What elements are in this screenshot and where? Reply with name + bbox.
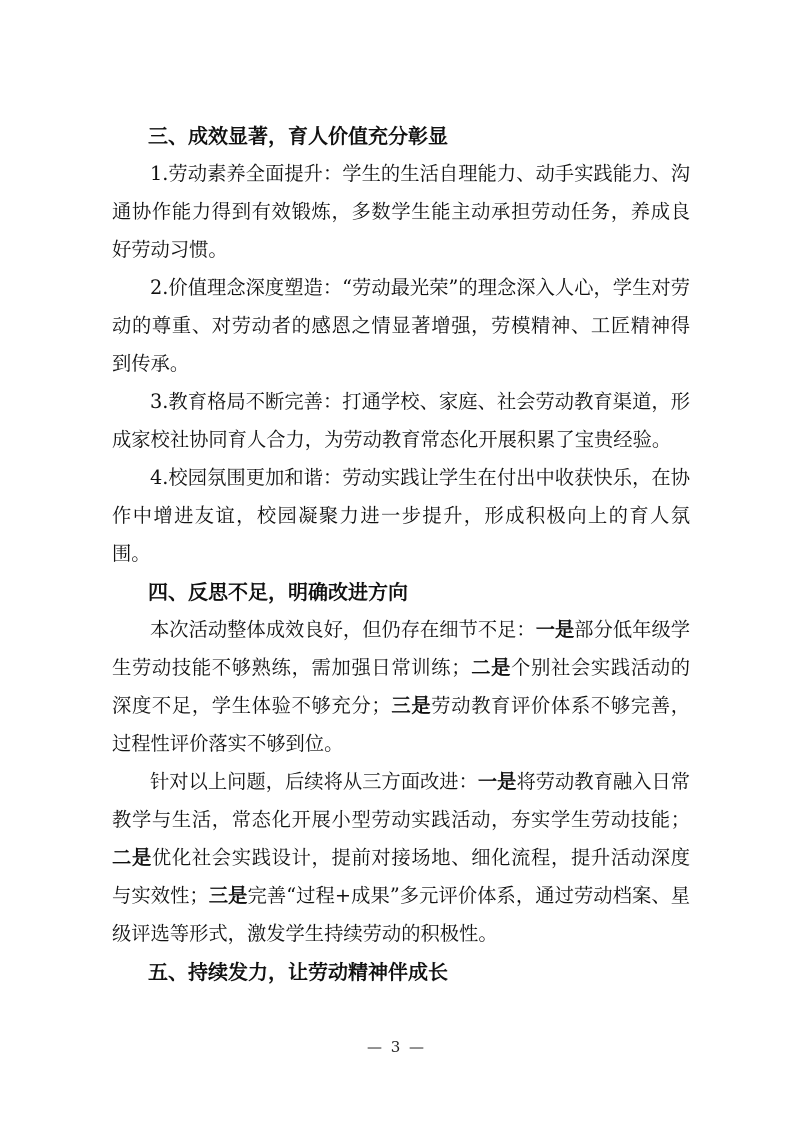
improve-three-text: 完善“过程+成果”多元评价体系，通过劳动档案、星级评选等形式，激发学生持续劳动的积极性。	[112, 884, 691, 945]
improve-two-label: 二是	[112, 846, 152, 869]
improve-two-text: 优化社会实践设计，提前对接场地、细化流程，提升活动深度与实效性；	[112, 846, 691, 907]
improve-one-text: 将劳动教育融入日常教学与生活，常态化开展小型劳动实践活动，夯实学生劳动技能；	[112, 770, 691, 831]
paragraph-3-1: 1.劳动素养全面提升：学生的生活自理能力、动手实践能力、沟通协作能力得到有效锻炼，多数学生能主动承担劳动任务，养成良好劳动习惯。	[112, 162, 690, 261]
point-one-text: 部分低年级学生劳动技能不够熟练，需加强日常训练；	[112, 618, 691, 679]
point-one-label: 一是	[535, 618, 575, 641]
page-number: — 3 —	[366, 1038, 427, 1056]
point-three-label: 三是	[390, 694, 432, 717]
point-two-text: 个别社会实践活动的深度不足，学生体验不够充分；	[112, 656, 691, 717]
paragraph-4-2	[112, 763, 690, 953]
paragraph-3-2: 2.价值理念深度塑造：“劳动最光荣”的理念深入人心，学生对劳动的尊重、对劳动者的感恩之情显著增强，劳模精神、工匠精神得到传承。	[112, 276, 690, 375]
paragraph-3-3: 3.教育格局不断完善：打通学校、家庭、社会劳动教育渠道，形成家校社协同育人合力，为劳动教育常态化开展积累了宝贵经验。	[112, 390, 690, 451]
section-heading-3: 三、成效显著，育人价值充分彰显	[148, 124, 448, 148]
paragraph-3-4: 4.校园氛围更加和谐：劳动实践让学生在付出中收获快乐，在协作中增进友谊，校园凝聚力进一步提升，形成积极向上的育人氛围。	[112, 466, 690, 565]
section-heading-4: 四、反思不足，明确改进方向	[148, 580, 408, 604]
section-heading-5: 五、持续发力，让劳动精神伴成长	[148, 960, 448, 984]
document-body	[112, 117, 690, 991]
paragraph-4-1-intro: 本次活动整体成效良好，但仍存在细节不足：	[150, 618, 536, 641]
point-three-text: 劳动教育评价体系不够完善，过程性评价落实不够到位。	[112, 694, 691, 755]
improve-one-label: 一是	[477, 770, 517, 793]
point-two-label: 二是	[470, 656, 512, 679]
improve-three-label: 三是	[208, 884, 248, 907]
paragraph-4-2-intro: 针对以上问题，后续将从三方面改进：	[150, 770, 478, 793]
paragraph-4-1	[112, 611, 690, 763]
